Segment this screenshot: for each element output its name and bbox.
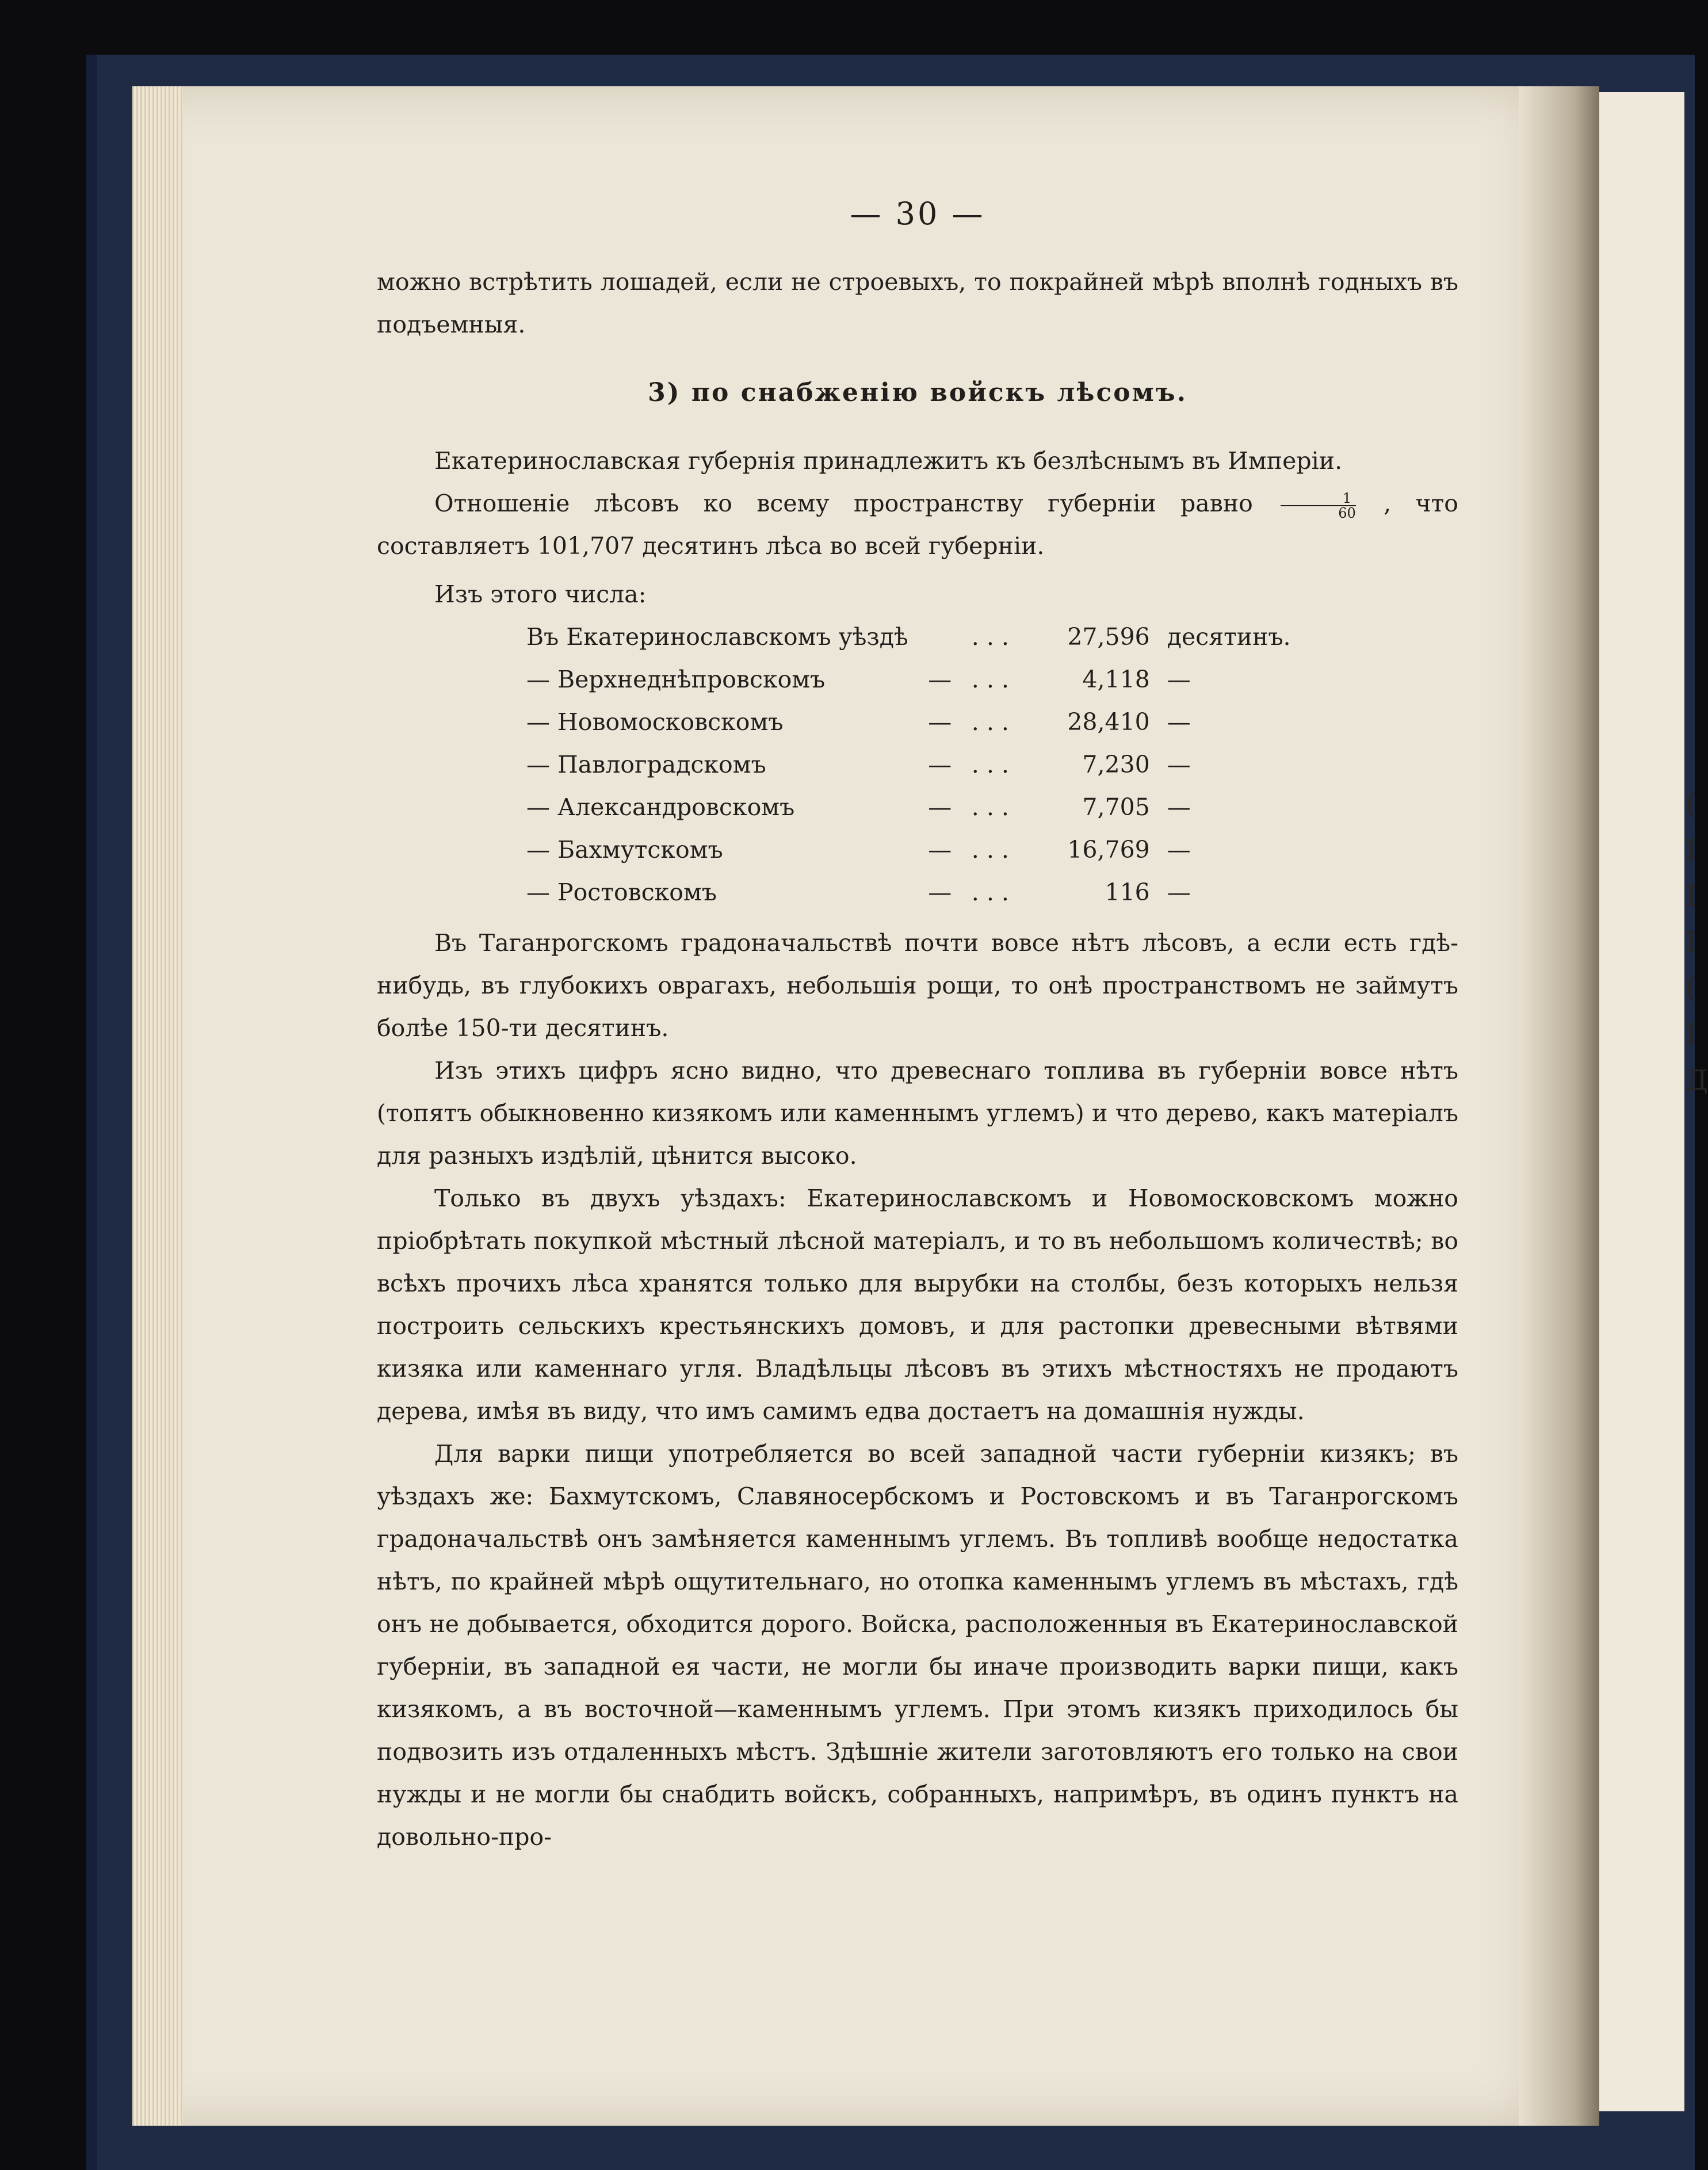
page-content (377, 196, 1458, 1858)
book-gutter (1519, 86, 1599, 2126)
next-page-char: I (1686, 1018, 1696, 1050)
table-row (526, 871, 1291, 914)
district-dots: . . . (971, 751, 1009, 778)
intro-paragraph: можно встрѣтить лошадей, если не строевыхъ, то покрайней мѣрѣ вполнѣ годныхъ въ подъемныя. (377, 268, 1458, 338)
district-forest-table (526, 616, 1291, 914)
district-ditto (908, 616, 972, 658)
district-unit: — (1167, 836, 1191, 864)
district-name: — Бахмутскомъ (526, 836, 723, 864)
paragraph-2 (377, 482, 1458, 567)
district-unit: — (1167, 708, 1191, 736)
district-value: 7,705 (1082, 793, 1150, 821)
fraction-numerator: 1 (1281, 491, 1356, 506)
page-stack-edges (132, 86, 183, 2126)
district-ditto: — (928, 878, 952, 906)
district-value: 7,230 (1082, 751, 1150, 778)
district-ditto: — (928, 666, 952, 693)
next-page-char: I (1686, 926, 1696, 958)
page-number: — 30 — (850, 196, 985, 232)
next-page-char: I (1686, 880, 1696, 912)
table-row (526, 743, 1291, 786)
district-dots: . . . (971, 623, 1009, 651)
next-page-char: Д (1686, 1064, 1708, 1097)
paragraph-1: Екатеринославская губернія принадлежитъ къ безлѣснымъ въ Имперіи. (434, 447, 1343, 475)
table-row (526, 658, 1291, 701)
district-dots: . . . (971, 708, 1009, 736)
district-unit: — (1167, 878, 1191, 906)
paragraph-2-text: Отношеніе лѣсовъ ко всему пространству губерніи равно (434, 490, 1253, 517)
district-value: 27,596 (1067, 623, 1150, 651)
table-row (526, 701, 1291, 743)
district-unit: — (1167, 793, 1191, 821)
district-dots: . . . (971, 836, 1009, 864)
table-row (526, 616, 1291, 658)
district-unit: — (1167, 751, 1191, 778)
paragraph-6: Для варки пищи употребляется во всей западной части губерніи кизякъ; въ уѣздахъ же: Бахмутскомъ, Славяносербскомъ и Ростовскомъ и въ Таганрогскомъ градоначальствѣ онъ замѣняется каменнымъ углемъ. Въ топливѣ вообще недостатка нѣтъ, по крайней мѣрѣ ощутительнаго, но отопка каменнымъ углемъ въ мѣстахъ, гдѣ онъ не добывается, обходится дорого. Войска, расположенныя въ Екатеринославской губерніи, въ западной ея части, не могли бы иначе производить варки пищи, какъ кизякомъ, а въ восточной—каменнымъ углемъ. При этомъ кизякъ приходилось бы подвозить изъ отдаленныхъ мѣстъ. Здѣшніе жители заготовляютъ его только на свои нужды и не могли бы снабдить войскъ, собранныхъ, напримѣръ, въ одинъ пунктъ на довольно-про- (377, 1440, 1458, 1851)
paragraph-4: Изъ этихъ цифръ ясно видно, что древеснаго топлива въ губерніи вовсе нѣтъ (топятъ обыкновенно кизякомъ или каменнымъ углемъ) и что дерево, какъ матеріалъ для разныхъ издѣлій, цѣнится высоко. (377, 1057, 1458, 1170)
district-unit: десятинъ. (1167, 623, 1291, 651)
district-value: 4,118 (1082, 666, 1150, 693)
district-ditto: — (928, 751, 952, 778)
next-page-edge (1599, 92, 1708, 2111)
next-page-char: I (1686, 834, 1696, 866)
district-ditto: — (928, 836, 952, 864)
district-value: 28,410 (1067, 708, 1150, 736)
fraction-denominator: 60 (1338, 505, 1356, 521)
district-ditto: — (928, 793, 952, 821)
district-unit: — (1167, 666, 1191, 693)
district-ditto: — (928, 708, 952, 736)
next-page-char: ( (1686, 972, 1696, 1004)
paragraph-3: Въ Таганрогскомъ градоначальствѣ почти вовсе нѣтъ лѣсовъ, а если есть гдѣ-нибудь, въ глубокихъ оврагахъ, небольшія рощи, то онѣ пространствомъ не займутъ болѣе 150-ти десятинъ. (377, 929, 1458, 1042)
district-name: — Александровскомъ (526, 793, 795, 821)
district-name: — Верхнеднѣпровскомъ (526, 666, 826, 693)
district-name: Въ Екатеринославскомъ уѣздѣ (526, 623, 908, 651)
table-row (526, 828, 1291, 871)
district-value: 16,769 (1067, 836, 1150, 864)
district-value: 116 (1105, 878, 1150, 906)
paragraph-2-text: , что составляетъ 101,707 десятинъ лѣса во всей губерніи. (377, 490, 1458, 560)
district-name: — Ростовскомъ (526, 878, 717, 906)
district-dots: . . . (971, 793, 1009, 821)
table-intro: Изъ этого числа: (434, 580, 647, 608)
table-row (526, 786, 1291, 828)
district-dots: . . . (971, 878, 1009, 906)
district-dots: . . . (971, 666, 1009, 693)
fraction (1281, 491, 1356, 520)
section-heading: 3) по снабженію войскъ лѣсомъ. (648, 378, 1187, 407)
next-page-char: ( (1686, 788, 1696, 820)
district-name: — Новомосковскомъ (526, 708, 784, 736)
district-name: — Павлоградскомъ (526, 751, 766, 778)
paragraph-5: Только въ двухъ уѣздахъ: Екатеринославскомъ и Новомосковскомъ можно пріобрѣтать покупкой мѣстный лѣсной матеріалъ, и то въ небольшомъ количествѣ; во всѣхъ прочихъ лѣса хранятся только для вырубки на столбы, безъ которыхъ нельзя построить сельскихъ крестьянскихъ домовъ, и для растопки древесными вѣтвями кизяка или каменнаго угля. Владѣльцы лѣсовъ въ этихъ мѣстностяхъ не продаютъ дерева, имѣя въ виду, что имъ самимъ едва достаетъ на домашнія нужды. (377, 1185, 1458, 1425)
